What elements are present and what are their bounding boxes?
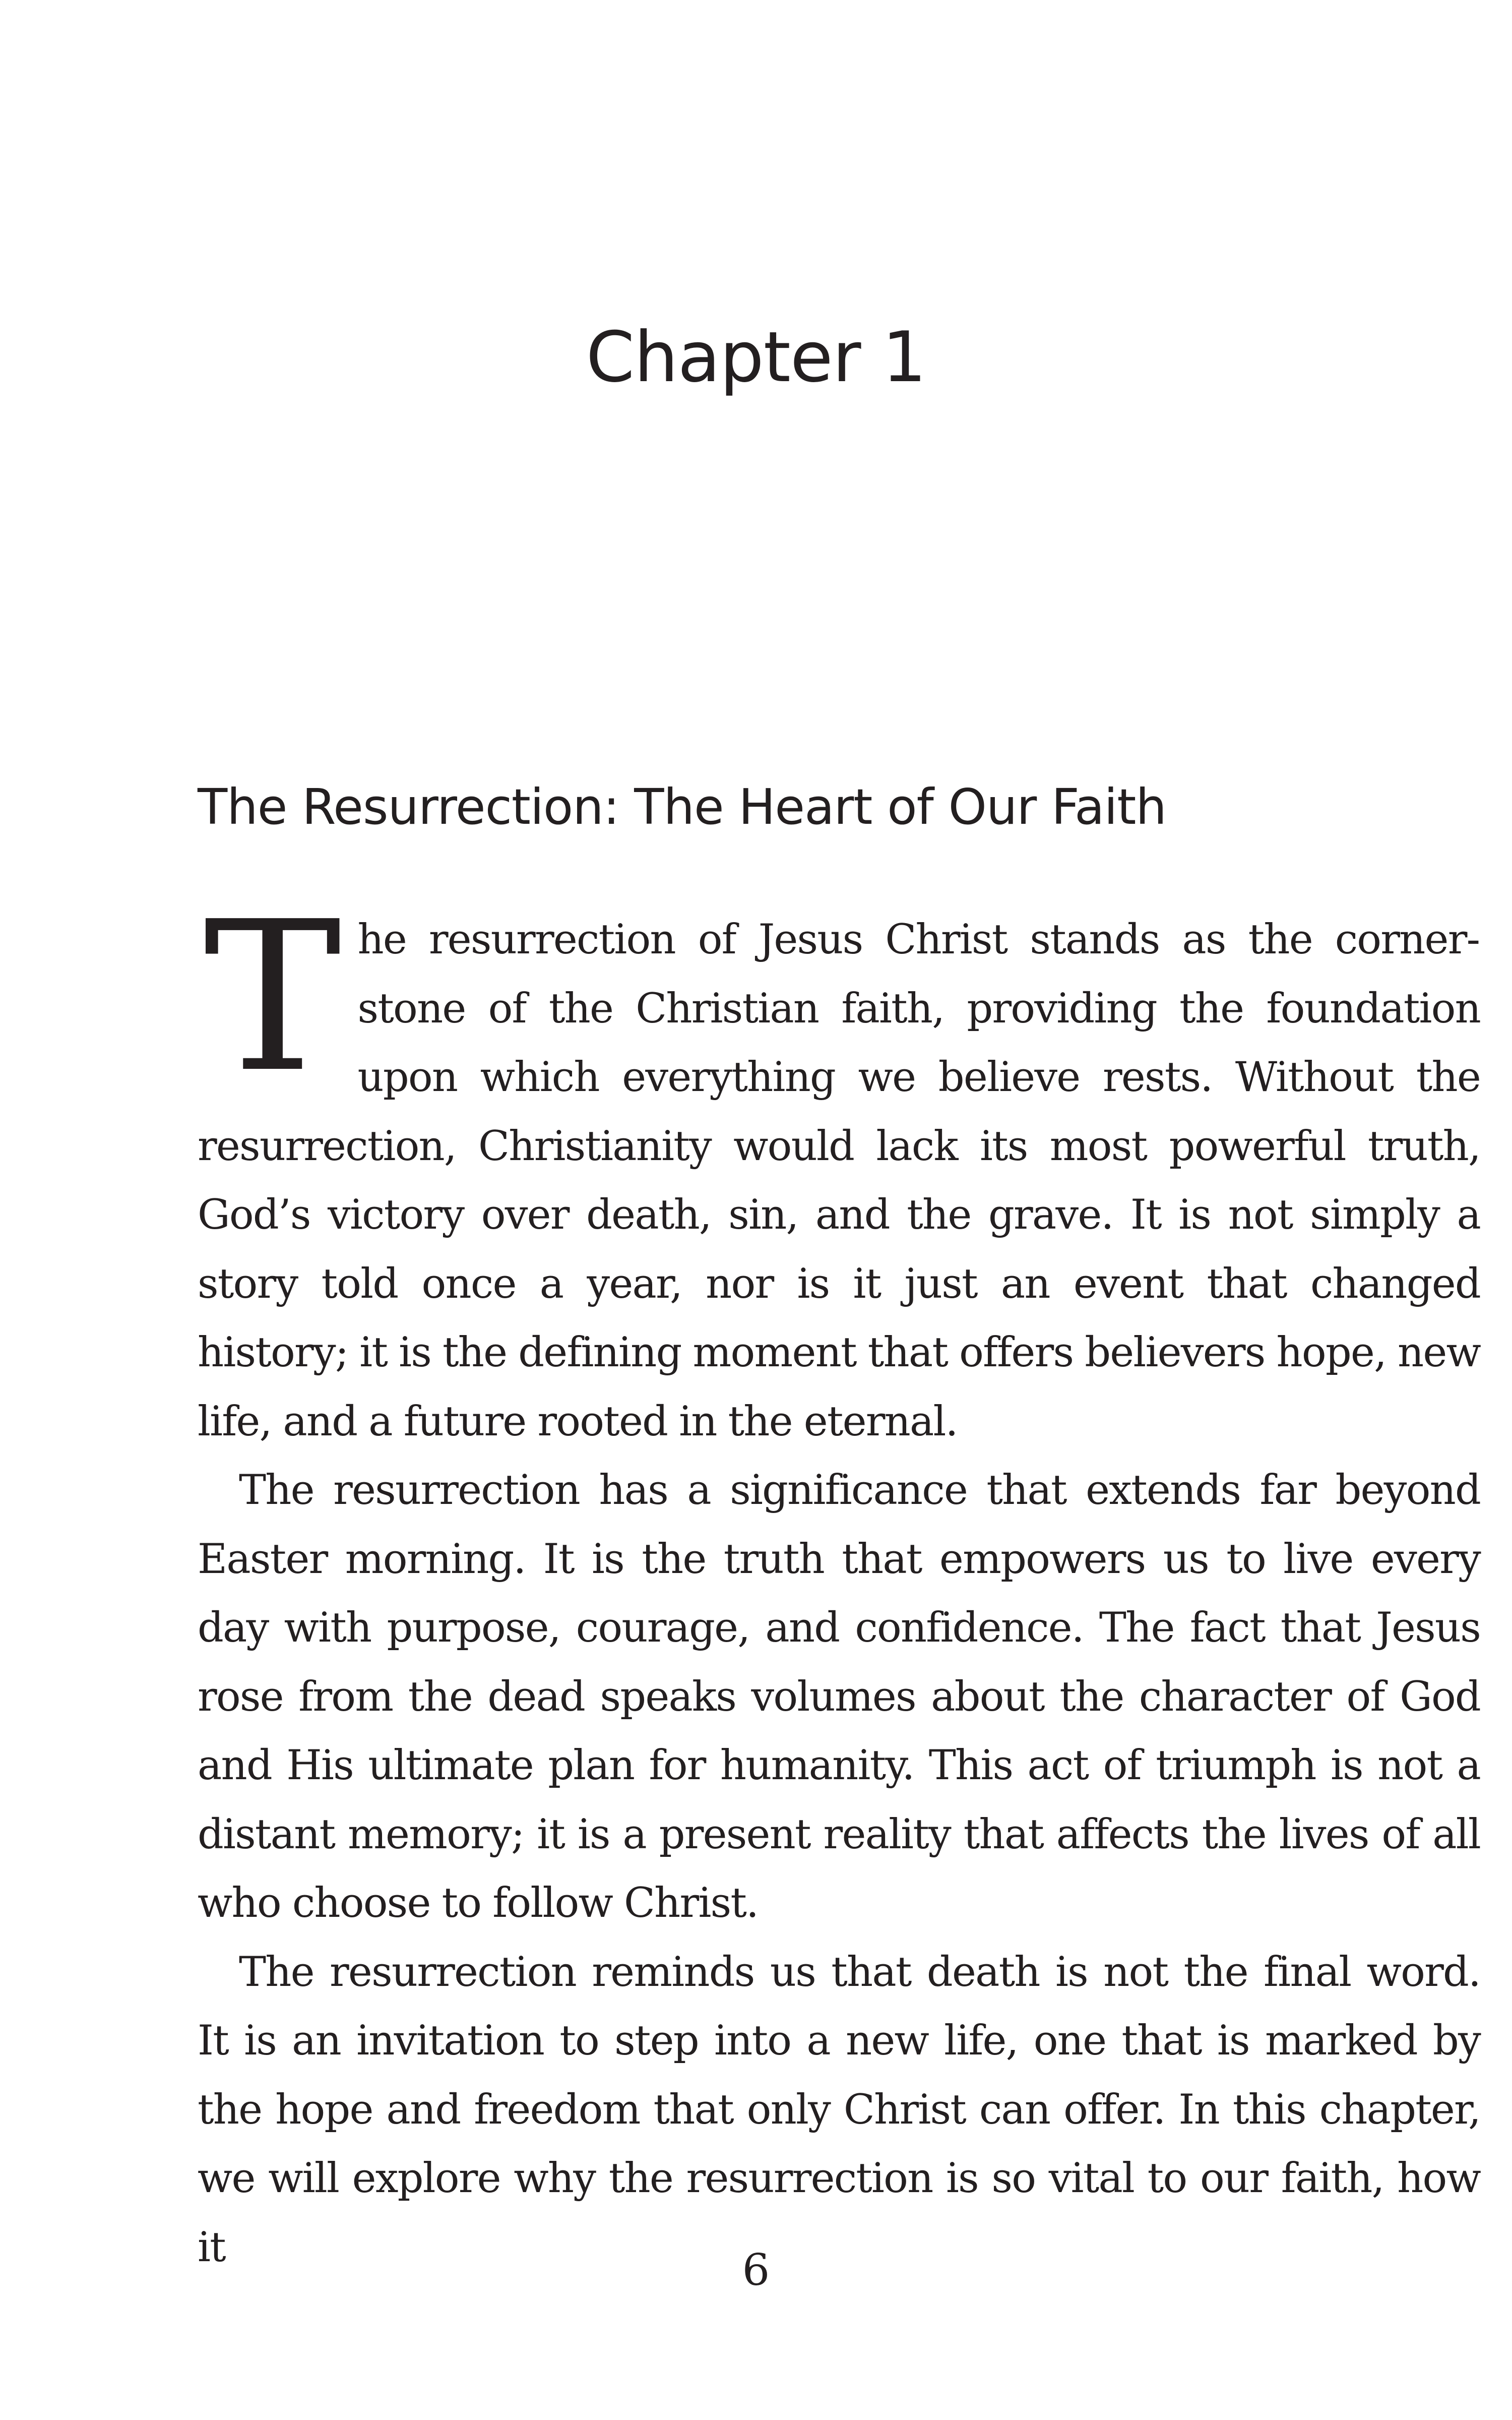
drop-cap: T <box>204 877 342 1118</box>
paragraph-3: The resurrection reminds us that death is not the final word. It is an invitation to step into a new life, one that is marked by the hope and freedom that only Christ can offer. In this chapter, we will explore why the resurrection is so vital to our faith, how it <box>198 1948 1480 2271</box>
page-number: 6 <box>742 2245 770 2295</box>
body-text <box>198 877 1480 2282</box>
paragraph-1 <box>198 877 1480 1456</box>
section-heading: The Resurrection: The Heart of Our Faith <box>198 778 1166 835</box>
chapter-title: Chapter 1 <box>586 317 926 398</box>
paragraph-1-text: he resurrection of Jesus Christ stands as the cornerstone of the Christian faith, providing the foundation upon which everything we believe rests. Without the resurrection, Christianity would lack its most powerful truth, God’s victory over death, sin, and the grave. It is not simply a story told once a year, nor is it just an event that changed history; it is the defining moment that offers believers hope, new life, and a future rooted in the eternal. <box>198 916 1480 1445</box>
paragraph-2: The resurrection has a significance that extends far beyond Easter morning. It is the truth that empowers us to live every day with purpose, courage, and confidence. The fact that Jesus rose from the dead speaks volumes about the character of God and His ultimate plan for humanity. This act of triumph is not a distant memory; it is a present reality that affects the lives of all who choose to follow Christ. <box>198 1467 1480 1927</box>
